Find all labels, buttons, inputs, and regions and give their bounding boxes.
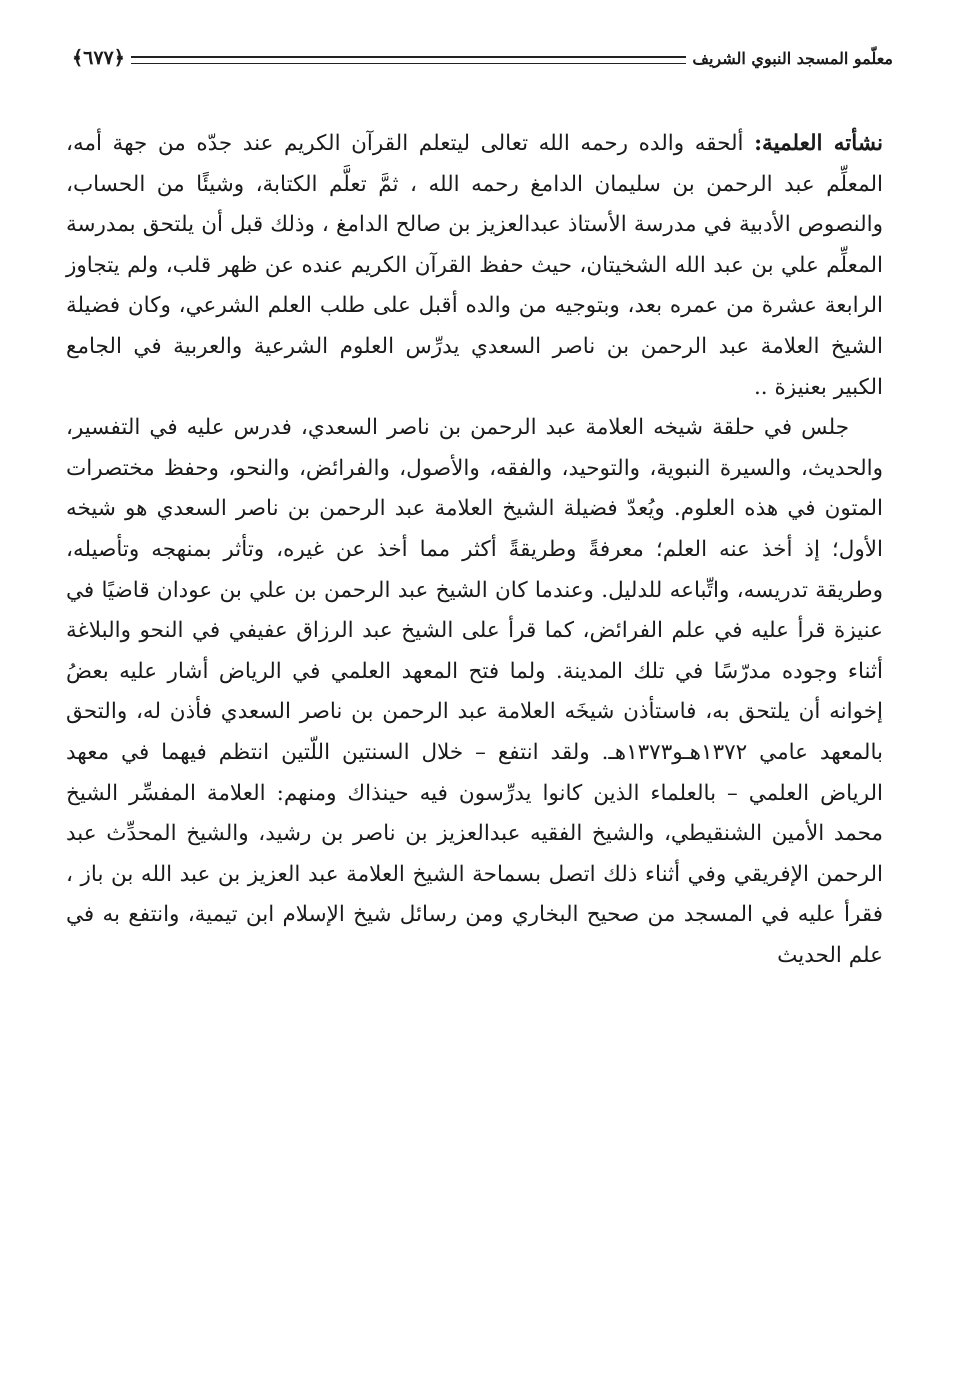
paragraph-studies: جلس في حلقة شيخه العلامة عبد الرحمن بن ناصر السعدي، فدرس عليه في التفسير، والحديث، والسيرة النبوية، والتوحيد، والفقه، والأصول، والفرائض، والنحو، وحفظ مختصرات المتون في هذه العلوم. ويُعدّ فضيلة الشيخ العلامة عبد الرحمن بن ناصر السعدي هو شيخه الأول؛ إذ أخذ عنه العلم؛ معرفةً وطريقةً أكثر مما أخذ عن غيره، وتأثر بمنهجه وتأصيله، وطريقة تدريسه، واتِّباعه للدليل. وعندما كان الشيخ عبد الرحمن بن علي بن عودان قاضيًا في عنيزة قرأ عليه في علم الفرائض، كما قرأ على الشيخ عبد الرزاق عفيفي في النحو والبلاغة أثناء وجوده مدرّسًا في تلك المدينة. ولما فتح المعهد العلمي في الرياض أشار عليه بعضُ إخوانه أن يلتحق به، فاستأذن شيخَه العلامة عبد الرحمن بن ناصر السعدي فأذن له، والتحق بالمعهد عامي ١٣٧٢هـو١٣٧٣هـ. ولقد انتفع – خلال السنتين اللّتين انتظم فيهما في معهد الرياض العلمي – بالعلماء الذين كانوا يدرِّسون فيه حينذاك ومنهم: العلامة المفسِّر الشيخ محمد الأمين الشنقيطي، والشيخ الفقيه عبدالعزيز بن ناصر بن رشيد، والشيخ المحدِّث عبد الرحمن الإفريقي وفي أثناء ذلك اتصل بسماحة الشيخ العلامة عبد العزيز بن عبد الله بن باز ، فقرأ عليه في المسجد من صحيح البخاري ومن رسائل شيخ الإسلام ابن تيمية، وانتفع به في علم الحديث (66, 415, 883, 968)
running-header (66, 38, 893, 78)
body-text (66, 124, 883, 976)
section-heading: نشأته العلمية: (754, 131, 883, 156)
header-title: معلّمو المسجد النبوي الشريف (692, 48, 893, 68)
page-number: ﴿٦٧٧﴾ (72, 47, 125, 69)
paragraph-upbringing (66, 124, 883, 408)
header-rule (131, 56, 687, 64)
paragraph-text: ألحقه والده رحمه الله تعالى ليتعلم القرآن الكريم عند جدّه من جهة أمه، المعلِّم عبد الرحمن بن سليمان الدامغ رحمه الله ، ثمَّ تعلَّم الكتابة، وشيئًا من الحساب، والنصوص الأدبية في مدرسة الأستاذ عبدالعزيز بن صالح الدامغ ، وذلك قبل أن يلتحق بمدرسة المعلِّم علي بن عبد الله الشخيتان، حيث حفظ القرآن الكريم عنده عن ظهر قلب، ولم يتجاوز الرابعة عشرة من عمره بعد، وبتوجيه من والده أقبل على طلب العلم الشرعي، وكان فضيلة الشيخ العلامة عبد الرحمن بن ناصر السعدي يدرِّس العلوم الشرعية والعربية في الجامع الكبير بعنيزة .. (66, 131, 883, 400)
